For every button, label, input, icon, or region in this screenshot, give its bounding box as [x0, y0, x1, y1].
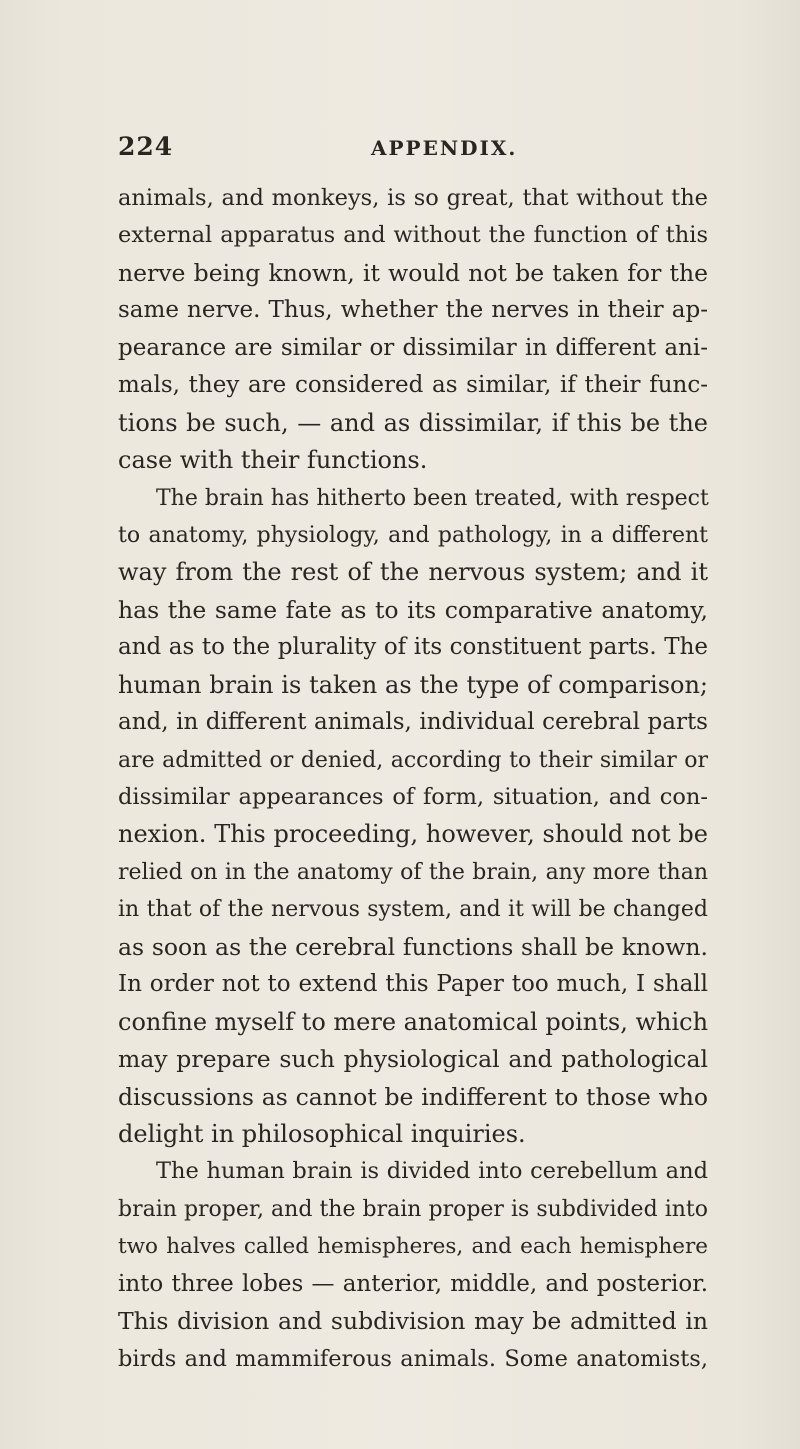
- text-line: This division and subdivision may be admitted in: [118, 1307, 708, 1336]
- text-line: external apparatus and without the function of this: [118, 222, 708, 249]
- text-line: two halves called hemispheres, and each hemisphere: [118, 1234, 708, 1260]
- text-line: same nerve. Thus, whether the nerves in their ap-: [118, 297, 708, 324]
- text-line: tions be such, — and as dissimilar, if this be the: [118, 408, 708, 437]
- text-line: in that of the nervous system, and it will be changed: [118, 897, 708, 923]
- text-line: as soon as the cerebral functions shall be known.: [118, 932, 708, 961]
- text-line: into three lobes — anterior, middle, and posterior.: [118, 1270, 708, 1297]
- text-line: human brain is taken as the type of comparison;: [118, 670, 708, 699]
- paragraph-first-line: The brain has hitherto been treated, with respect: [156, 485, 709, 511]
- text-line: nerve being known, it would not be taken for the: [118, 258, 708, 287]
- text-line: has the same fate as to its comparative anatomy,: [118, 595, 708, 624]
- text-line: confine myself to mere anatomical points, which: [118, 1007, 709, 1036]
- page-number: 224: [118, 132, 174, 161]
- text-line: and as to the plurality of its constituent parts. The: [118, 634, 708, 661]
- body-text: [118, 180, 708, 1378]
- text-line: may prepare such physiological and pathological: [118, 1045, 708, 1074]
- paragraph-first-line: The human brain is divided into cerebellum and: [156, 1158, 708, 1185]
- text-line: In order not to extend this Paper too much, I shall: [118, 971, 708, 998]
- page-header: [118, 132, 718, 168]
- paragraph-last-line: case with their functions.: [118, 446, 428, 475]
- text-line: are admitted or denied, according to their similar or: [118, 747, 708, 773]
- text-line: and, in different animals, individual cerebral parts: [118, 709, 708, 736]
- text-line: birds and mammiferous animals. Some anatomists,: [118, 1345, 708, 1372]
- text-line: discussions as cannot be indifferent to those who: [118, 1082, 708, 1111]
- text-line: brain proper, and the brain proper is subdivided into: [118, 1196, 708, 1222]
- text-line: relied on in the anatomy of the brain, any more than: [118, 859, 708, 885]
- paragraph-last-line: delight in philosophical inquiries.: [118, 1119, 526, 1148]
- text-line: way from the rest of the nervous system; and it: [118, 558, 708, 587]
- text-line: to anatomy, physiology, and pathology, in a different: [118, 522, 708, 548]
- text-line: dissimilar appearances of form, situation, and con-: [118, 784, 708, 810]
- text-line: pearance are similar or dissimilar in different ani-: [118, 334, 708, 361]
- running-head: APPENDIX.: [371, 136, 518, 160]
- text-line: animals, and monkeys, is so great, that without the: [118, 185, 708, 211]
- text-line: mals, they are considered as similar, if their func-: [118, 372, 708, 399]
- text-line: nexion. This proceeding, however, should not be: [118, 820, 708, 849]
